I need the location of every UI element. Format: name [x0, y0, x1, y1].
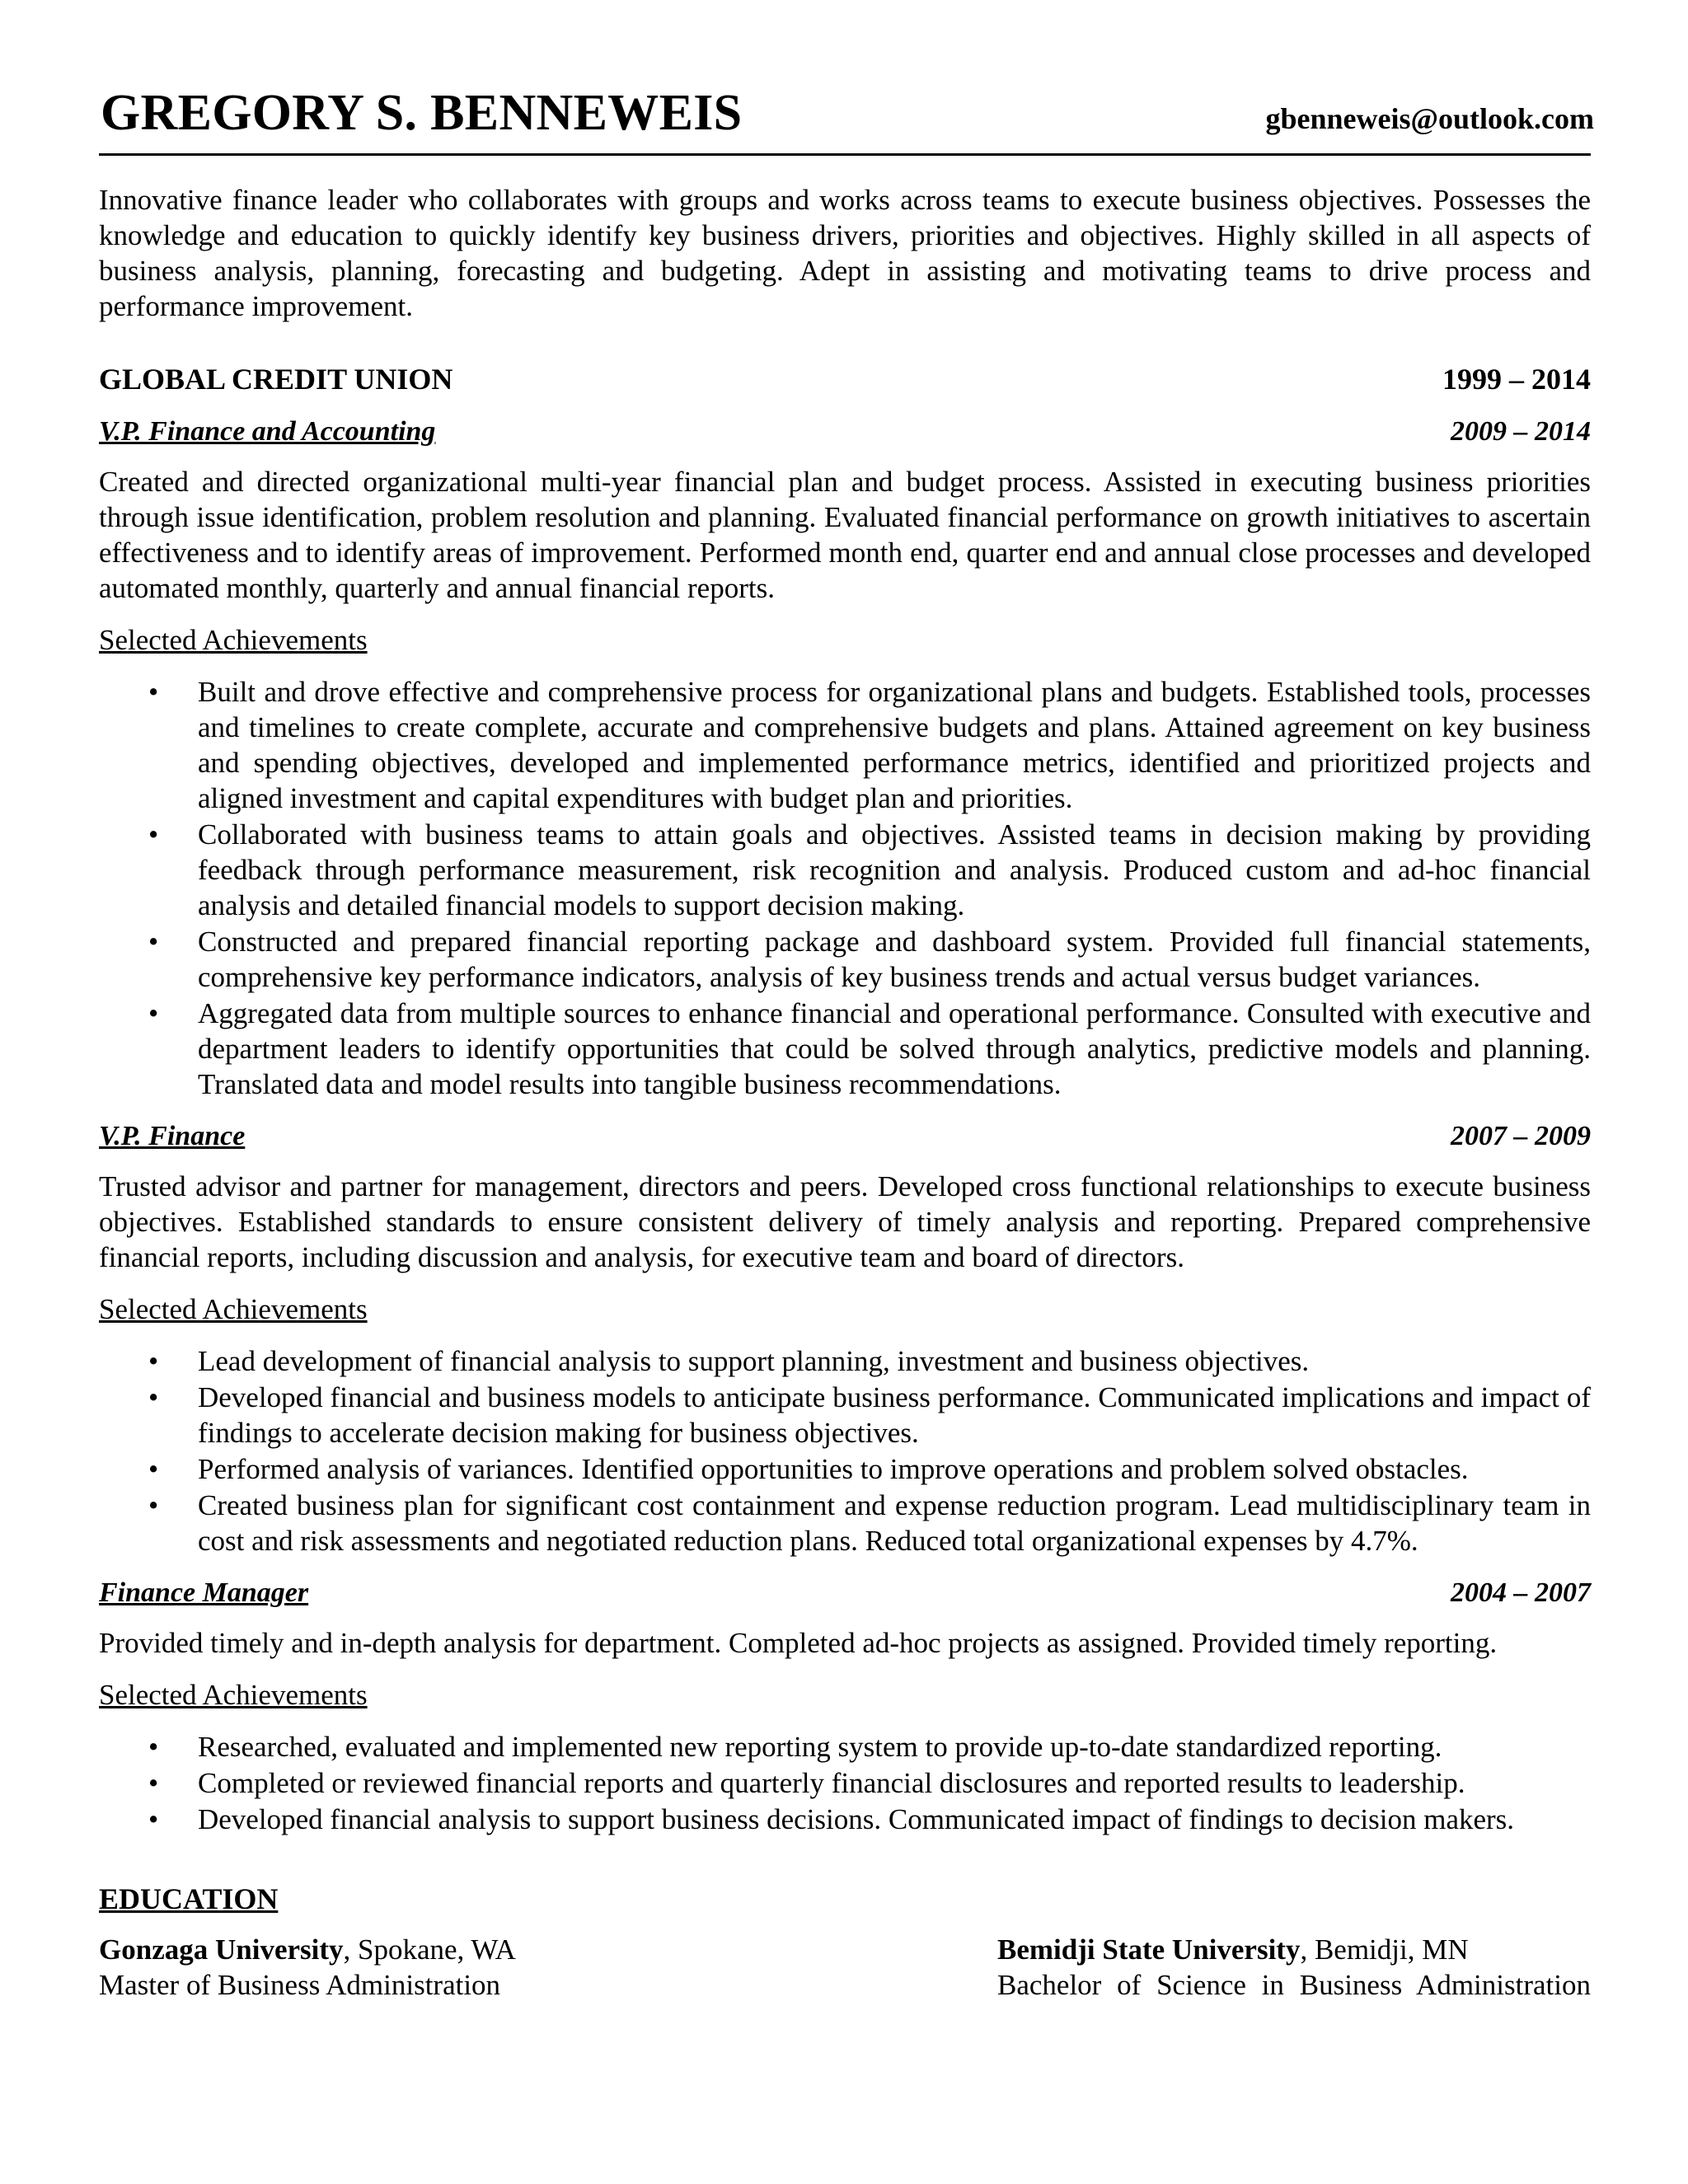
achievement-text: Aggregated data from multiple sources to enhance financial and operational performance. Consulted with executive and department leaders to identify opportunities that could be solved through analytics, predictive models and planning. Translated data and model results into tangible business recommendations.	[198, 997, 1591, 1100]
candidate-name: GREGORY S. BENNEWEIS	[101, 85, 743, 141]
education-entry	[99, 1932, 516, 2003]
achievement-item	[148, 924, 1591, 995]
achievement-text: Built and drove effective and comprehensive process for organizational plans and budgets. Established tools, processes and timelines to create complete, accurate and comprehensive budgets and plans. Attained agreement on key business and spending objectives, developed and implemented performance metrics, identified and prioritized projects and aligned investment and capital expenditures with budget plan and priorities.	[198, 676, 1591, 814]
achievement-text: Researched, evaluated and implemented new reporting system to provide up-to-date standardized reporting.	[198, 1731, 1442, 1763]
resume-content	[99, 79, 1594, 2003]
role-dates: 2009 – 2014	[1451, 416, 1591, 447]
company-header	[99, 362, 1591, 397]
achievement-item	[148, 1488, 1591, 1558]
achievement-text: Created business plan for significant cost containment and expense reduction program. Lead multidisciplinary team in cost and risk assessments and negotiated reduction plans. Reduced total organizational expenses by 4.7%.	[198, 1489, 1591, 1557]
bullet-icon: •	[148, 1489, 159, 1521]
company-name: GLOBAL CREDIT UNION	[99, 363, 453, 396]
achievement-text: Collaborated with business teams to attain goals and objectives. Assisted teams in decision making by providing feedback through performance measurement, risk recognition and analysis. Produced custom and ad-hoc financial analysis and detailed financial models to support decision making.	[198, 818, 1591, 921]
role-dates: 2004 – 2007	[1451, 1577, 1591, 1608]
achievement-text: Constructed and prepared financial reporting package and dashboard system. Provided full financial statements, comprehensive key performance indicators, analysis of key business trends and actual versus budget variances.	[198, 926, 1591, 993]
achievement-item	[148, 1380, 1591, 1451]
achievements-label: Selected Achievements	[99, 1293, 368, 1325]
bullet-icon: •	[148, 1345, 159, 1377]
achievements-label: Selected Achievements	[99, 624, 368, 656]
bullet-icon: •	[148, 1381, 159, 1413]
achievement-item	[148, 1765, 1591, 1801]
education-heading: EDUCATION	[99, 1882, 279, 1915]
degree: Master of Business Administration	[99, 1969, 501, 2001]
bullet-icon: •	[148, 1731, 159, 1763]
achievement-item	[148, 674, 1591, 816]
bullet-icon: •	[148, 676, 159, 708]
achievement-text: Lead development of financial analysis to support planning, investment and business objectives.	[198, 1345, 1310, 1377]
achievement-text: Performed analysis of variances. Identified opportunities to improve operations and problem solved obstacles.	[198, 1453, 1469, 1485]
role-description: Created and directed organizational multi-year financial plan and budget process. Assisted in executing business priorities through issue identification, problem resolution and planning. Evaluated financial performance on growth initiatives to ascertain effectiveness and to identify areas of improvement. Performed month end, quarter end and annual close processes and developed automated monthly, quarterly and annual financial reports.	[99, 466, 1591, 604]
school-location: , Bemidji, MN	[1300, 1933, 1469, 1966]
school-line	[99, 1932, 516, 1967]
candidate-email[interactable]: gbenneweis@outlook.com	[1265, 102, 1594, 135]
role-header	[99, 1118, 1591, 1154]
company-dates: 1999 – 2014	[1442, 363, 1591, 396]
achievement-text: Developed financial and business models to anticipate business performance. Communicated implications and impact of findings to accelerate decision making for business objectives.	[198, 1381, 1591, 1449]
role-dates: 2007 – 2009	[1451, 1121, 1591, 1151]
achievements-list	[99, 1729, 1591, 1837]
school-location: , Spokane, WA	[343, 1933, 516, 1966]
role-header	[99, 414, 1591, 449]
bullet-icon: •	[148, 1767, 159, 1799]
role-title: V.P. Finance and Accounting	[99, 416, 436, 447]
professional-summary: Innovative finance leader who collaborates with groups and works across teams to execute business objectives. Possesses the knowledge and education to quickly identify key business drivers, priorities and objectives. Highly skilled in all aspects of business analysis, planning, forecasting and budgeting. Adept in assisting and motivating teams to drive process and performance improvement.	[99, 184, 1591, 322]
achievements-label: Selected Achievements	[99, 1679, 368, 1711]
achievements-list	[99, 1343, 1591, 1558]
role-description: Trusted advisor and partner for management, directors and peers. Developed cross functional relationships to execute business objectives. Established standards to ensure consistent delivery of timely analysis and reporting. Prepared comprehensive financial reports, including discussion and analysis, for executive team and board of directors.	[99, 1170, 1591, 1273]
achievement-text: Developed financial analysis to support business decisions. Communicated impact of findings to decision makers.	[198, 1803, 1515, 1835]
role-header	[99, 1575, 1591, 1610]
bullet-icon: •	[148, 818, 159, 851]
bullet-icon: •	[148, 1803, 159, 1835]
school-name: Gonzaga University	[99, 1933, 344, 1966]
achievement-text: Completed or reviewed financial reports and quarterly financial disclosures and reported results to leadership.	[198, 1767, 1465, 1799]
bullet-icon: •	[148, 1453, 159, 1485]
degree: Bachelor of Science in Business Administration	[997, 1969, 1591, 2001]
achievement-item	[148, 996, 1591, 1102]
achievement-item	[148, 1802, 1591, 1837]
bullet-icon: •	[148, 997, 159, 1029]
role-title: V.P. Finance	[99, 1121, 246, 1151]
bullet-icon: •	[148, 926, 159, 958]
achievement-item	[148, 817, 1591, 923]
education-grid	[99, 1932, 1591, 2003]
achievements-list	[99, 674, 1591, 1102]
achievement-item	[148, 1343, 1591, 1379]
achievement-item	[148, 1729, 1591, 1765]
role-description: Provided timely and in-depth analysis for department. Completed ad-hoc projects as assigned. Provided timely reporting.	[99, 1627, 1498, 1659]
resume-header	[99, 79, 1594, 156]
education-entry	[997, 1932, 1591, 2003]
school-line	[997, 1932, 1591, 1967]
school-name: Bemidji State University	[997, 1933, 1301, 1966]
role-title: Finance Manager	[99, 1577, 309, 1608]
achievement-item	[148, 1451, 1591, 1487]
